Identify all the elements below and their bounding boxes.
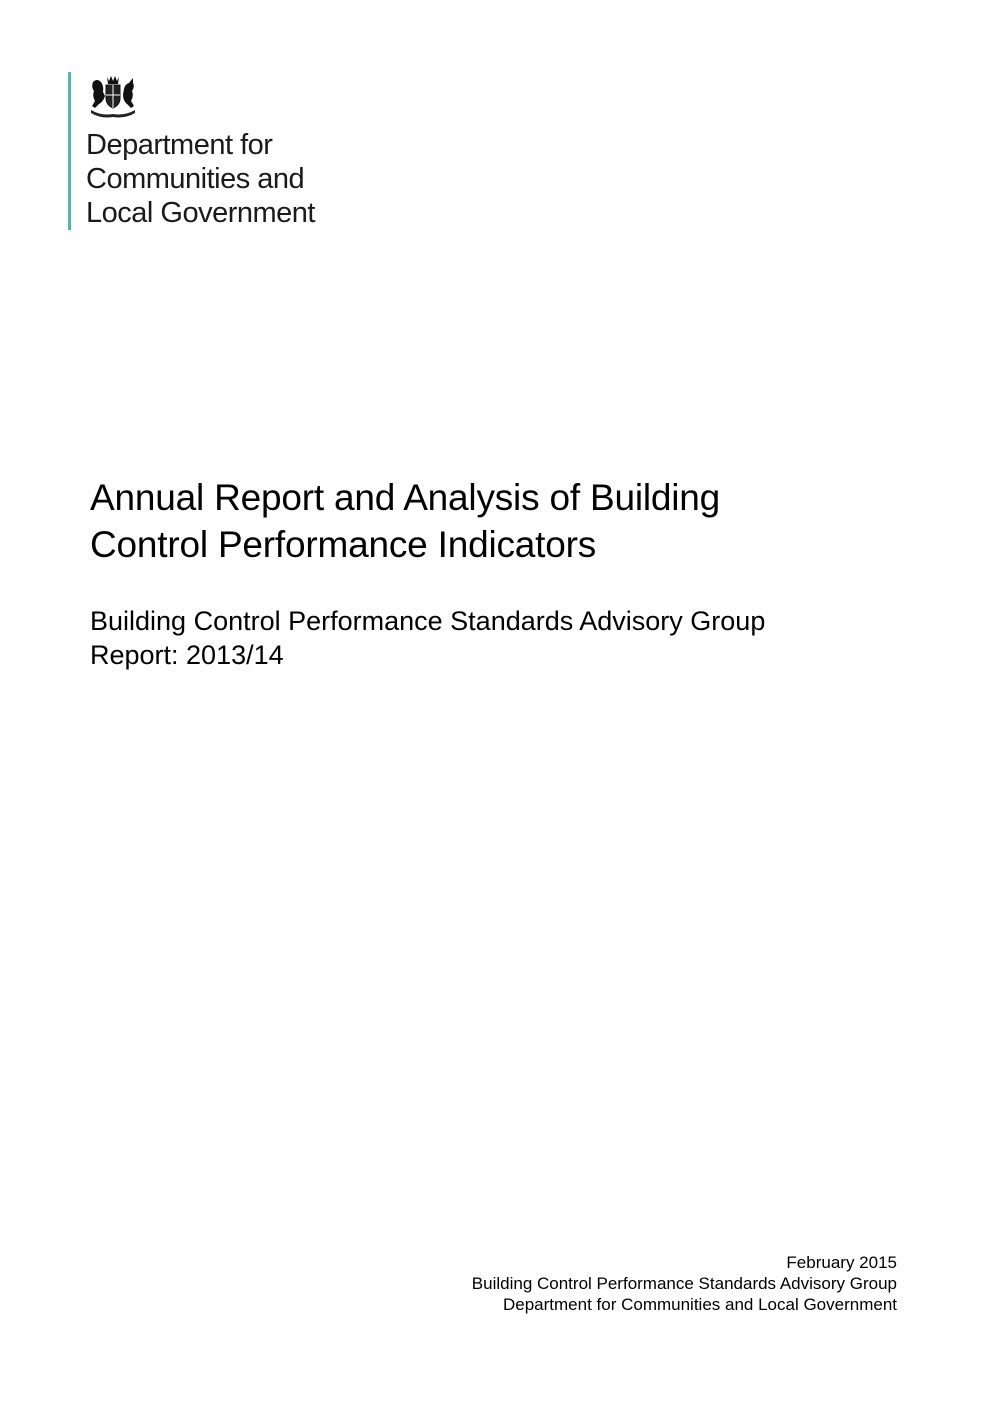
title-line: Annual Report and Analysis of Building [90,477,721,518]
logo-accent-rule [68,72,71,230]
logo-line: Department for [86,129,273,161]
logo-line: Communities and [86,163,305,195]
logo-line: Local Government [86,197,315,229]
title-line: Control Performance Indicators [90,524,597,565]
document-title [90,474,720,568]
subtitle-group: Building Control Performance Standards Advisory Group [90,606,766,636]
royal-coat-of-arms-icon [85,74,141,118]
subtitle-report-year: Report: 2013/14 [90,640,284,670]
document-subtitle [90,604,765,672]
publication-date: February 2015 [786,1253,897,1272]
publication-department: Department for Communities and Local Government [502,1295,897,1314]
publication-info [472,1252,897,1315]
publication-group: Building Control Performance Standards Advisory Group [471,1274,897,1293]
department-name [86,128,315,230]
